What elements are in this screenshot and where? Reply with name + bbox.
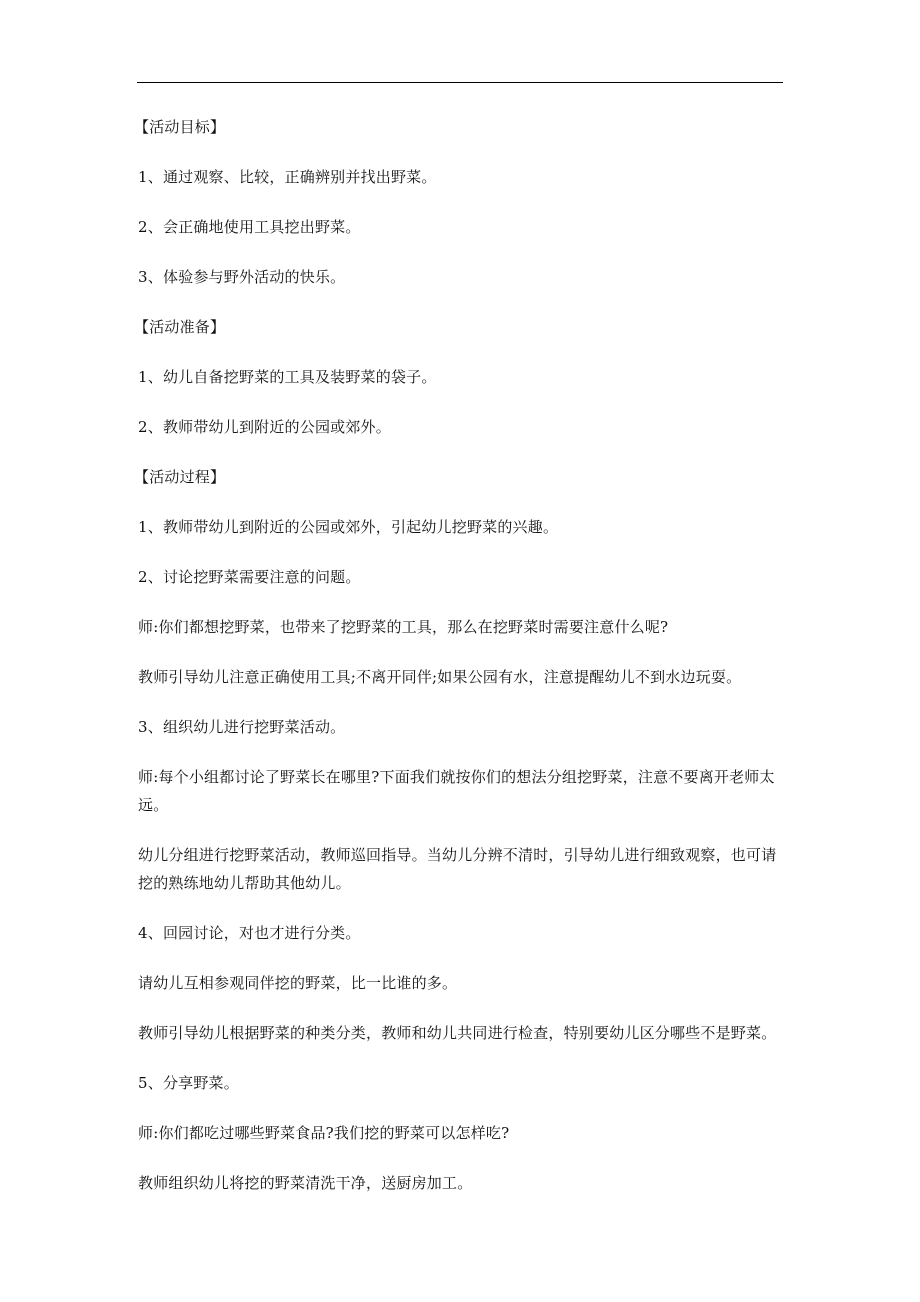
- paragraph: 5、分享野菜。: [138, 1074, 239, 1092]
- paragraph: 1、教师带幼儿到附近的公园或郊外，引起幼儿挖野菜的兴趣。: [138, 518, 559, 536]
- paragraph: 师:每个小组都讨论了野菜长在哪里?下面我们就按你们的想法分组挖野菜，注意不要离开老师太远。: [138, 768, 775, 814]
- paragraph: 2、教师带幼儿到附近的公园或郊外。: [138, 418, 391, 436]
- paragraph: 教师引导幼儿根据野菜的种类分类，教师和幼儿共同进行检查，特别要幼儿区分哪些不是野菜。: [138, 1024, 777, 1042]
- paragraph: 2、会正确地使用工具挖出野菜。: [138, 218, 361, 236]
- section-heading: 【活动目标】: [134, 118, 226, 136]
- paragraph: 师:你们都想挖野菜，也带来了挖野菜的工具，那么在挖野菜时需要注意什么呢?: [138, 618, 669, 636]
- paragraph: 3、体验参与野外活动的快乐。: [138, 268, 346, 286]
- paragraph: 请幼儿互相参观同伴挖的野菜，比一比谁的多。: [138, 974, 458, 992]
- section-heading: 【活动准备】: [134, 318, 226, 336]
- section-heading: 【活动过程】: [134, 468, 226, 486]
- header-rule: [137, 82, 783, 83]
- paragraph: 教师引导幼儿注意正确使用工具;不离开同伴;如果公园有水，注意提醒幼儿不到水边玩耍。: [138, 668, 742, 686]
- paragraph: 3、组织幼儿进行挖野菜活动。: [138, 718, 346, 736]
- paragraph: 1、幼儿自备挖野菜的工具及装野菜的袋子。: [138, 368, 437, 386]
- paragraph: 1、通过观察、比较，正确辨别并找出野菜。: [138, 168, 437, 186]
- document-body: [134, 113, 786, 1219]
- paragraph: 幼儿分组进行挖野菜活动，教师巡回指导。当幼儿分辨不清时，引导幼儿进行细致观察，也可请挖的熟练地幼儿帮助其他幼儿。: [138, 846, 777, 892]
- paragraph: 师:你们都吃过哪些野菜食品?我们挖的野菜可以怎样吃?: [138, 1124, 510, 1142]
- paragraph: 教师组织幼儿将挖的野菜清洗干净，送厨房加工。: [138, 1174, 473, 1192]
- paragraph: 2、讨论挖野菜需要注意的问题。: [138, 568, 361, 586]
- paragraph: 4、回园讨论，对也才进行分类。: [138, 924, 361, 942]
